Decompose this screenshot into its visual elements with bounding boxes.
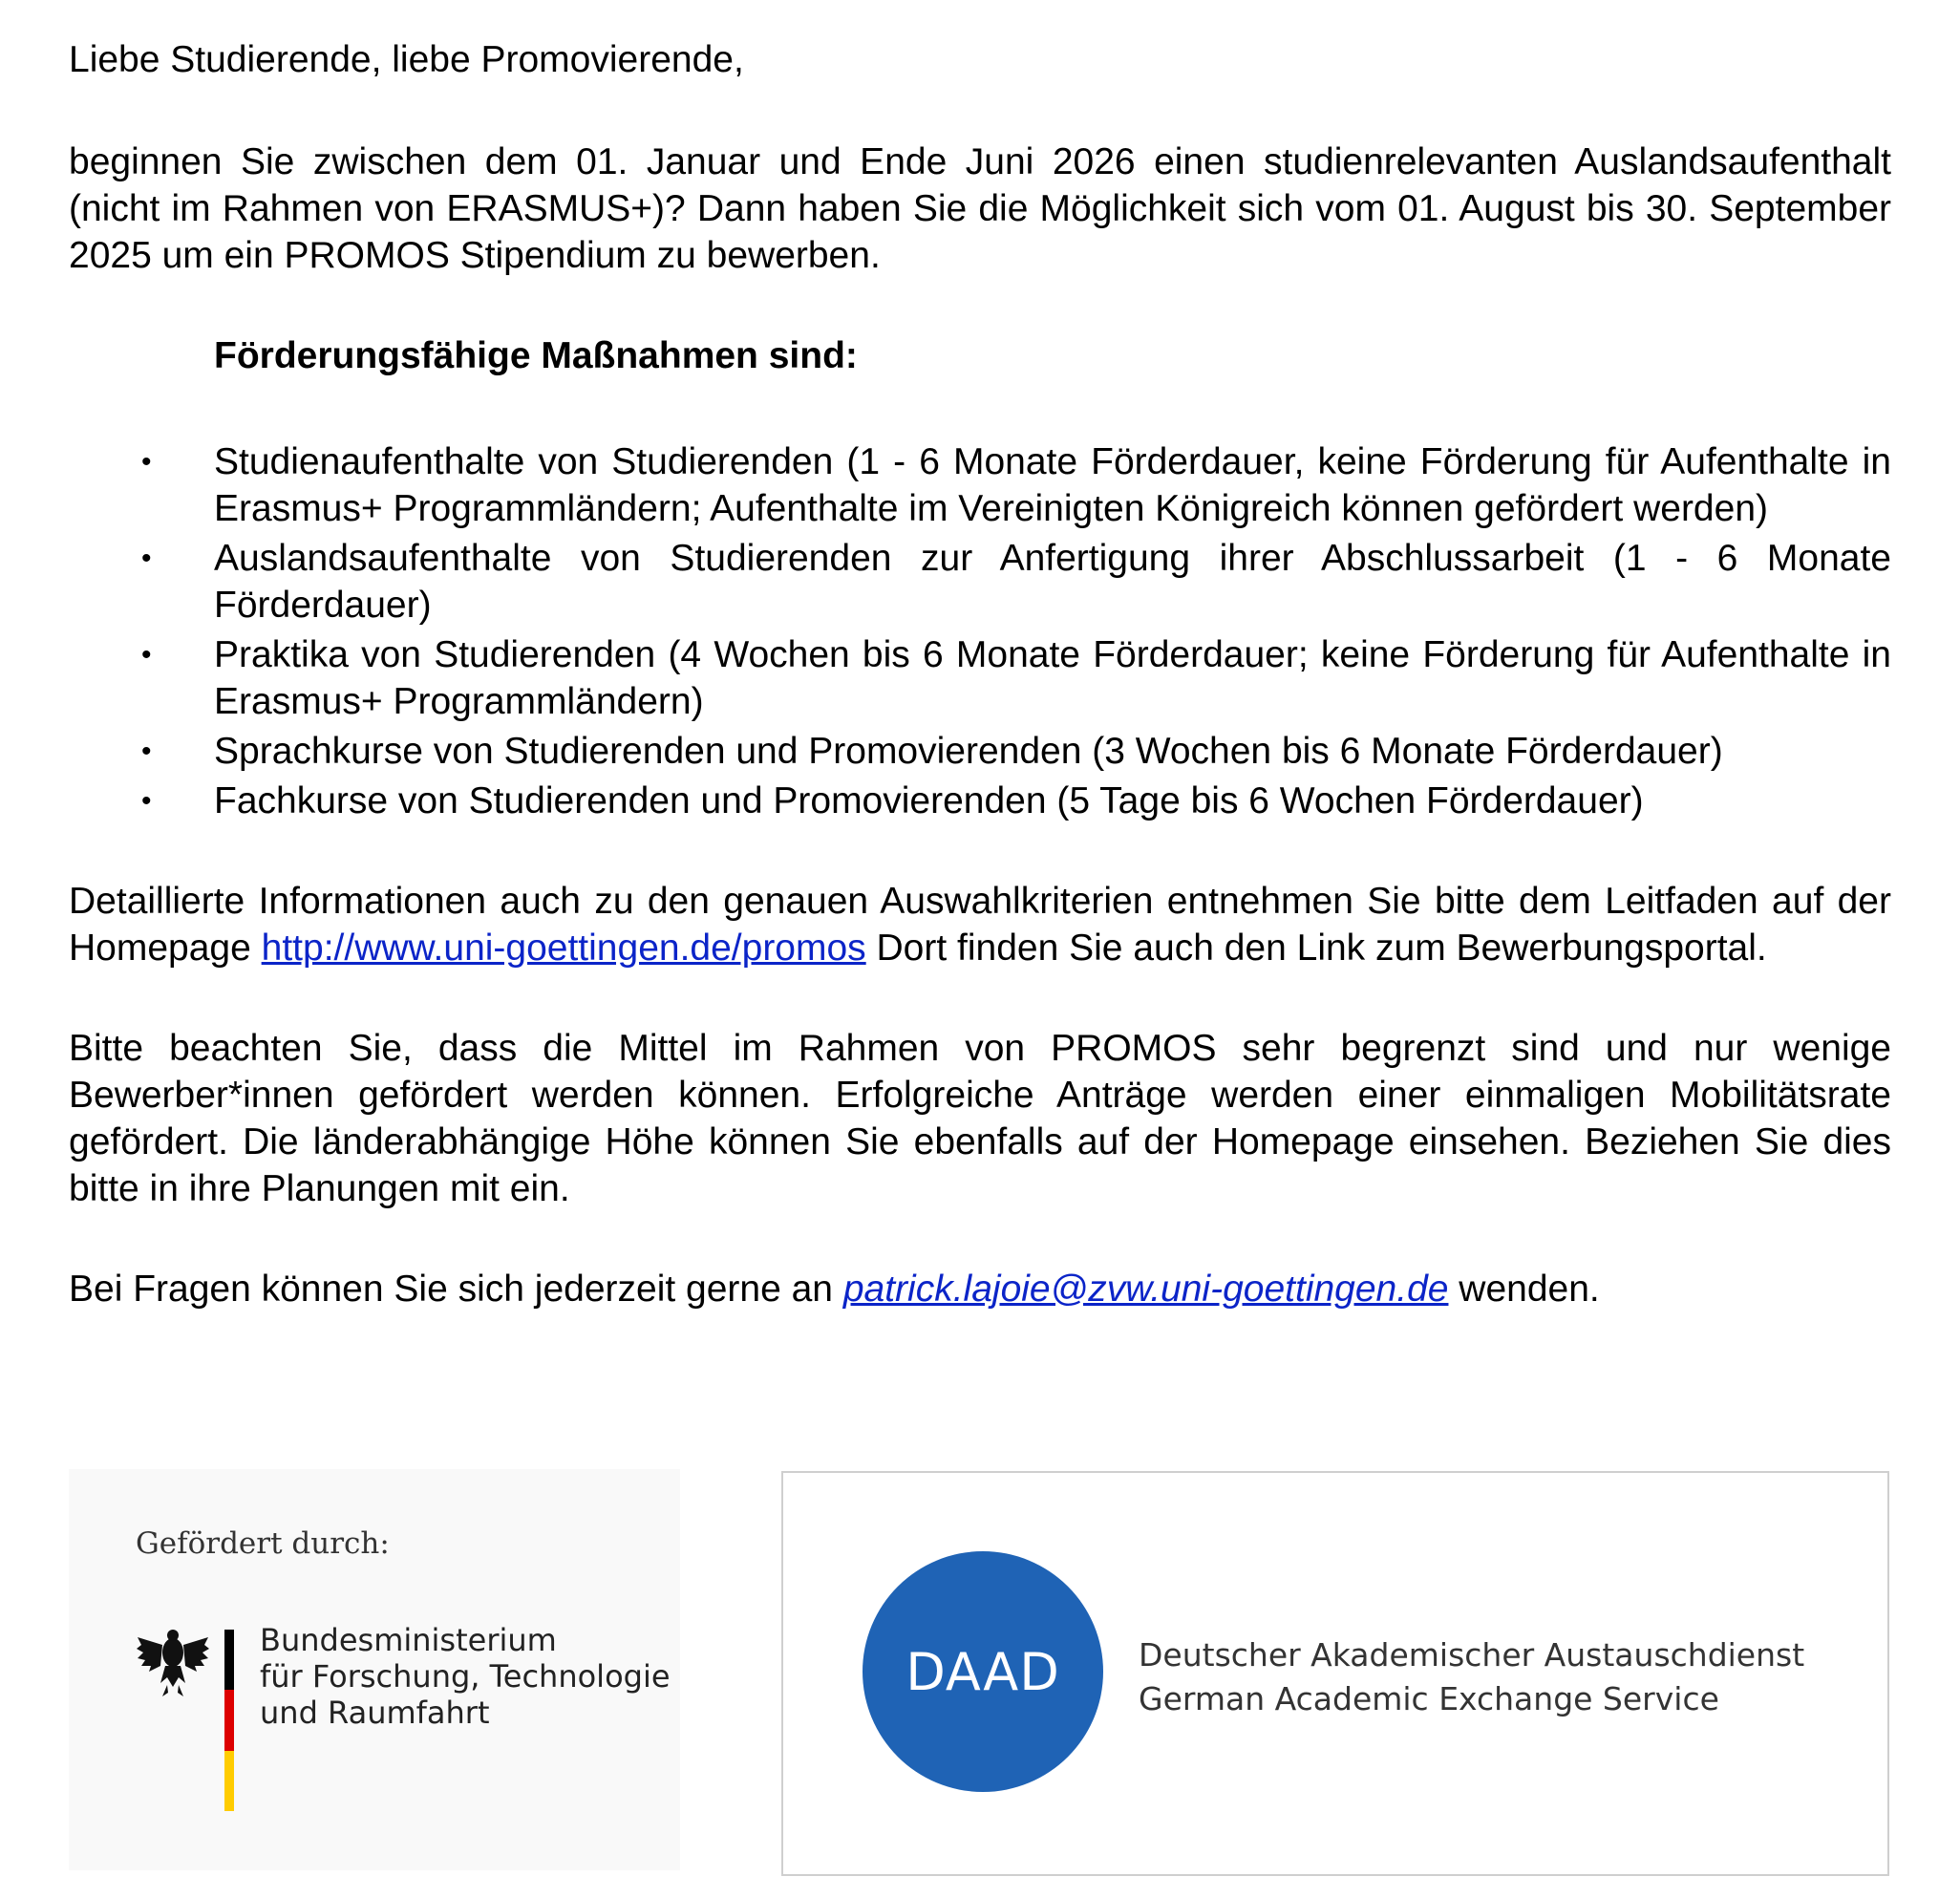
contact-text-before: Bei Fragen können Sie sich jederzeit gerne an (69, 1269, 843, 1310)
daad-name-english: German Academic Exchange Service (1139, 1680, 1719, 1717)
list-item (69, 535, 1891, 629)
list-item-text: Praktika von Studierenden (4 Wochen bis 6 Monate Förderdauer; keine Förderung für Aufenthalte in Erasmus+ Programmländern) (214, 634, 1891, 722)
list-item-text: Studienaufenthalte von Studierenden (1 - 6 Monate Förderdauer, keine Förderung für Aufenthalte in Erasmus+ Programmländern; Aufenthalte im Vereinigten Königreich können gefördert werden) (214, 441, 1891, 529)
list-item (69, 728, 1891, 775)
funded-by-label: Gefördert durch: (136, 1526, 390, 1561)
bullet-icon: • (141, 446, 152, 478)
bullet-icon: • (141, 736, 152, 767)
contact-email-link[interactable]: patrick.lajoie@zvw.uni-goettingen.de (842, 1269, 1449, 1310)
list-item (69, 778, 1891, 824)
ministry-line: für Forschung, Technologie (260, 1658, 671, 1695)
measures-list (69, 438, 1891, 824)
list-item-text: Fachkurse von Studierenden und Promovierenden (5 Tage bis 6 Wochen Förderdauer) (214, 780, 1644, 821)
daad-names (1139, 1633, 1804, 1721)
info-text-after-link: Dort finden Sie auch den Link zum Bewerbungsportal. (865, 928, 1767, 969)
contact-paragraph (69, 1266, 1891, 1312)
daad-name-german: Deutscher Akademischer Austauschdienst (1139, 1636, 1805, 1674)
greeting: Liebe Studierende, liebe Promovierende, (69, 39, 744, 80)
bmbf-logo (69, 1469, 680, 1870)
daad-logo (781, 1471, 1889, 1876)
list-item (69, 438, 1891, 532)
list-item-text: Auslandsaufenthalte von Studierenden zur Anfertigung ihrer Abschlussarbeit (1 - 6 Monate Förderdauer) (214, 538, 1891, 626)
list-item-text: Sprachkurse von Studierenden und Promovierenden (3 Wochen bis 6 Monate Förderdauer) (214, 731, 1723, 772)
federal-eagle-icon (136, 1624, 210, 1700)
ministry-name (260, 1622, 671, 1731)
measures-heading: Förderungsfähige Maßnahmen sind: (214, 335, 858, 376)
letter-body (69, 36, 1891, 1312)
ministry-line: Bundesministerium (260, 1622, 557, 1658)
daad-circle: DAAD (863, 1551, 1103, 1792)
german-flag-bar (224, 1630, 234, 1811)
bullet-icon: • (141, 639, 152, 671)
note-paragraph: Bitte beachten Sie, dass die Mittel im Rahmen von PROMOS sehr begrenzt sind und nur wenige Bewerber*innen gefördert werden können. Erfolgreiche Anträge werden einer einmaligen Mobilitätsrate gefördert. Die länderabhängige Höhe können Sie ebenfalls auf der Homepage einsehen. Beziehen Sie dies bitte in ihre Planungen mit ein. (69, 1028, 1891, 1209)
promos-homepage-link[interactable]: http://www.uni-goettingen.de/promos (261, 928, 866, 969)
info-paragraph (69, 878, 1891, 971)
ministry-line: und Raumfahrt (260, 1695, 490, 1731)
intro-paragraph: beginnen Sie zwischen dem 01. Januar und Ende Juni 2026 einen studienrelevanten Auslandsaufenthalt (nicht im Rahmen von ERASMUS+)? Dann haben Sie die Möglichkeit sich vom 01. August bis 30. September 2025 um ein PROMOS Stipendium zu bewerben. (69, 141, 1891, 276)
bullet-icon: • (141, 543, 152, 574)
info-text-before-link: Detaillierte Informationen auch zu den genauen Auswahlkriterien entnehmen Sie bitte dem Leitfaden auf der Homepage (69, 881, 1891, 969)
contact-text-after: wenden. (1448, 1269, 1600, 1310)
bullet-icon: • (141, 785, 152, 817)
list-item (69, 631, 1891, 725)
